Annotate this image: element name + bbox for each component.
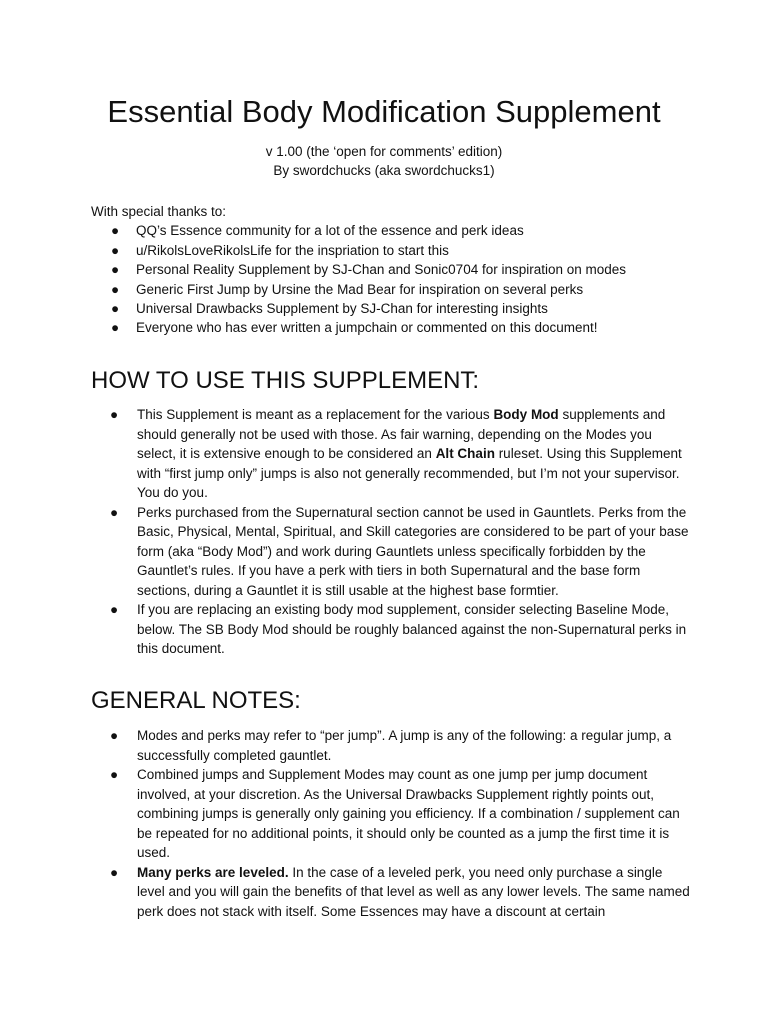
list-item <box>91 405 691 503</box>
list-item <box>91 765 691 863</box>
bullet-icon: ● <box>111 320 120 336</box>
list-item-text: In the case of a leveled perk, you need only purchase a single level and you will gain the benefits of that level as well as any lower levels. The same named perk does not stack with itself. Some Essences may have a discount at certain <box>137 864 690 919</box>
list-item <box>91 726 691 765</box>
bullet-icon: ● <box>111 223 120 239</box>
bullet-icon: ● <box>110 602 119 617</box>
bullet-icon: ● <box>111 301 120 317</box>
bullet-icon: ● <box>110 504 119 520</box>
general-notes-heading: GENERAL NOTES: <box>91 687 301 714</box>
author-line: By swordchucks (aka swordchucks1) <box>273 163 495 178</box>
list-item <box>91 221 691 240</box>
list-item <box>91 503 691 601</box>
document-title: Essential Body Modification Supplement <box>107 94 661 129</box>
list-item-text: Perks purchased from the Supernatural section cannot be used in Gauntlets. Perks from the Basic, Physical, Mental, Spiritual, and Skill categories are considered to be part of your base form (aka “Body Mod”) and work during Gauntlets unless specifically forbidden by the Gauntlet’s rules. If you have a perk with tiers in both Supernatural and the base form sections, during a Gauntlet it is still usable at the highest base formtier. <box>137 504 689 598</box>
how-to-use-section <box>91 405 691 659</box>
bullet-icon: ● <box>110 728 119 743</box>
list-item-text: Everyone who has ever written a jumpchain or commented on this document! <box>136 320 598 336</box>
thanks-intro: With special thanks to: <box>91 204 227 219</box>
list-item-text: ruleset. Using this Supplement with “first jump only” jumps is also not generally recommended, but I’m not your supervisor. You do you. <box>137 446 682 500</box>
how-to-use-heading: HOW TO USE THIS SUPPLEMENT: <box>91 367 480 394</box>
bullet-icon: ● <box>110 864 119 880</box>
bold-text: Many perks are leveled. <box>137 864 289 880</box>
bullet-icon: ● <box>110 407 119 422</box>
list-item-text: supplements and should generally not be used with those. As fair warning, depending on the Modes you select, it is extensive enough to be considered an <box>137 407 666 461</box>
list-item <box>91 863 691 922</box>
list-item-text: Universal Drawbacks Supplement by SJ-Chan for interesting insights <box>136 301 548 317</box>
list-item-text: Modes and perks may refer to “per jump”. A jump is any of the following: a regular jump, a successfully completed gauntlet. <box>137 728 672 763</box>
list-item-text: Combined jumps and Supplement Modes may count as one jump per jump document involved, at your discretion. As the Universal Drawbacks Supplement rightly points out, combining jumps is generally only gaining you efficiency. If a combination / supplement can be repeated for no additional points, it should only be counted as a jump the first time it is used. <box>137 767 680 860</box>
general-notes-section <box>91 726 691 921</box>
list-item-text: Generic First Jump by Ursine the Mad Bear for inspiration on several perks <box>136 281 584 297</box>
list-item <box>91 600 691 659</box>
bullet-icon: ● <box>110 767 119 782</box>
list-item <box>91 241 691 260</box>
bold-text: Body Mod <box>493 407 559 422</box>
bullet-icon: ● <box>111 262 120 278</box>
bold-text: Alt Chain <box>435 446 495 461</box>
list-item-text: This Supplement is meant as a replacement for the various <box>137 407 494 422</box>
list-item-text: u/RikolsLoveRikolsLife for the inspriation to start this <box>136 242 449 258</box>
list-item-text: If you are replacing an existing body mod supplement, consider selecting Baseline Mode, below. The SB Body Mod should be roughly balanced against the non-Supernatural perks in this document. <box>137 602 687 656</box>
general-notes-list <box>91 726 691 921</box>
thanks-section <box>91 202 691 338</box>
list-item-text: Personal Reality Supplement by SJ-Chan and Sonic0704 for inspiration on modes <box>136 262 627 278</box>
bullet-icon: ● <box>111 281 120 297</box>
how-to-use-list <box>91 405 691 659</box>
bullet-icon: ● <box>111 242 120 258</box>
list-item <box>91 260 691 279</box>
list-item-text: QQ’s Essence community for a lot of the essence and perk ideas <box>136 223 524 239</box>
version-line: v 1.00 (the ‘open for comments’ edition) <box>265 144 503 159</box>
list-item <box>91 299 691 318</box>
thanks-list <box>91 221 691 337</box>
list-item <box>91 318 691 337</box>
list-item <box>91 280 691 299</box>
